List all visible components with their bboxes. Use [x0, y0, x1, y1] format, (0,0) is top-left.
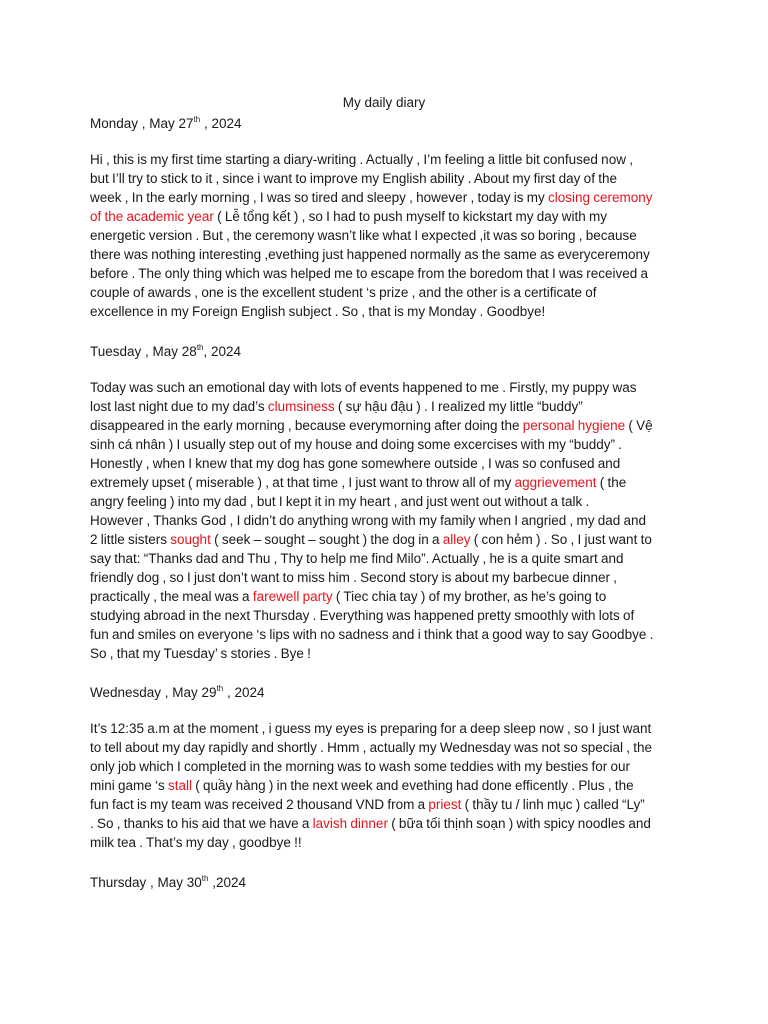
entry-body-wednesday: [90, 719, 680, 852]
text-line: [90, 454, 680, 473]
vocab-highlight: farewell party: [252, 589, 333, 604]
text-segment: excellence in my Foreign English subject . So , that is my Monday . Goodbye!: [90, 304, 546, 319]
text-line: [90, 776, 680, 795]
text-line: [90, 644, 680, 663]
text-line: [90, 549, 680, 568]
entry-date-tuesday: Tuesday , May 28th, 2024: [90, 343, 242, 359]
vocab-highlight: of the academic year: [90, 209, 214, 224]
vocab-highlight: priest: [428, 797, 462, 812]
text-segment: 2 little sisters: [90, 532, 171, 547]
text-segment: practically , the meal was a: [90, 589, 253, 604]
vocab-highlight: aggrievement: [514, 475, 597, 490]
text-line: [90, 473, 680, 492]
text-segment: fun fact is my team was received 2 thousand VND from a: [90, 797, 429, 812]
text-segment: ( thầy tu / linh mục ) called “Ly”: [461, 797, 645, 812]
text-segment: there was nothing interesting ,evething just happened normally as the same as everyceremony: [90, 247, 650, 262]
text-segment: ( Lễ tổng kết ) , so I had to push myself to kickstart my day with my: [213, 209, 607, 224]
text-line: [90, 719, 680, 738]
text-line: [90, 188, 680, 207]
text-line: [90, 757, 680, 776]
text-line: [90, 795, 680, 814]
entry-date-wednesday: Wednesday , May 29th , 2024: [90, 684, 265, 700]
vocab-highlight: sought: [170, 532, 211, 547]
text-line: [90, 625, 680, 644]
text-segment: However , Thanks God , I didn’t do anything wrong with my family when I angried , my dad and: [90, 513, 647, 528]
text-segment: energetic version . But , the ceremony wasn’t like what I expected ,it was so boring , because: [90, 228, 637, 243]
text-segment: milk tea . That’s my day , goodbye !!: [90, 835, 302, 850]
text-segment: Honestly , when I knew that my dog has gone somewhere outside , I was so confused and: [90, 456, 621, 471]
text-segment: Hi , this is my first time starting a diary-writing . Actually , I’m feeling a little bit confused now ,: [90, 152, 633, 167]
vocab-highlight: closing ceremony: [547, 190, 653, 205]
text-segment: before . The only thing which was helped me to escape from the boredom that I was received a: [90, 266, 649, 281]
text-line: [90, 150, 680, 169]
vocab-highlight: stall: [168, 778, 193, 793]
text-segment: disappeared in the early morning , because everymorning after doing the: [90, 418, 523, 433]
text-segment: So , that my Tuesday’ s stories . Bye !: [90, 646, 311, 661]
text-segment: friendly dog , so I just don’t want to miss him . Second story is about my barbecue dinner ,: [90, 570, 618, 585]
text-segment: extremely upset ( miserable ) , at that time , I just want to throw all of my: [90, 475, 515, 490]
text-segment: sinh cá nhân ) I usually step out of my house and doing some excercises with my “buddy” .: [90, 437, 623, 452]
text-line: [90, 207, 680, 226]
text-segment: to tell about my day rapidly and shortly . Hmm , actually my Wednesday was not so special , the: [90, 740, 653, 755]
text-line: [90, 302, 680, 321]
text-segment: ( Tiec chia tay ) of my brother, as he’s going to: [332, 589, 607, 604]
text-segment: mini game ‘s: [90, 778, 169, 793]
text-segment: ( Vệ: [625, 418, 653, 433]
text-segment: but I’ll try to stick to it , since i want to improve my English ability . About my first day of the: [90, 171, 617, 186]
text-line: [90, 814, 680, 833]
vocab-highlight: personal hygiene: [522, 418, 626, 433]
text-line: [90, 283, 680, 302]
text-segment: angry feeling ) into my dad , but I kept it in my heart , and just went out without a talk .: [90, 494, 590, 509]
text-line: [90, 435, 680, 454]
text-line: [90, 264, 680, 283]
text-segment: ( bữa tối thịnh soạn ) with spicy noodles and: [387, 816, 651, 831]
text-segment: week , In the early morning , I was so tired and sleepy , however , today is my: [90, 190, 548, 205]
text-segment: only job which I completed in the morning was to wash some teddies with my besties for our: [90, 759, 631, 774]
text-line: [90, 226, 680, 245]
text-segment: couple of awards , one is the excellent student ‘s prize , and the other is a certificate of: [90, 285, 597, 300]
text-line: [90, 511, 680, 530]
text-line: [90, 492, 680, 511]
text-segment: lost last night due to my dad’s: [90, 399, 268, 414]
text-line: [90, 245, 680, 264]
text-line: [90, 587, 680, 606]
text-line: [90, 568, 680, 587]
text-segment: ( quầy hàng ) in the next week and evething had done efficently . Plus , the: [192, 778, 634, 793]
text-line: [90, 606, 680, 625]
text-segment: fun and smiles on everyone ‘s lips with no sadness and i think that a good way to say Goodbye .: [90, 627, 654, 642]
entry-body-monday: [90, 150, 680, 321]
page-title: My daily diary: [342, 95, 426, 110]
text-line: [90, 738, 680, 757]
text-segment: Today was such an emotional day with lots of events happened to me . Firstly, my puppy was: [90, 380, 637, 395]
vocab-highlight: lavish dinner: [312, 816, 388, 831]
text-line: [90, 530, 680, 549]
text-line: [90, 378, 680, 397]
entry-date-monday: Monday , May 27th , 2024: [90, 115, 242, 131]
text-segment: ( sự hậu đậu ) . I realized my little “buddy”: [334, 399, 583, 414]
text-line: [90, 169, 680, 188]
text-segment: ( con hẻm ) . So , I just want to: [470, 532, 652, 547]
text-line: [90, 416, 680, 435]
vocab-highlight: clumsiness: [267, 399, 335, 414]
text-segment: studying abroad in the next Thursday . Everything was happened pretty smoothly with lots of: [90, 608, 635, 623]
entry-body-tuesday: [90, 378, 680, 663]
vocab-highlight: alley: [442, 532, 471, 547]
text-line: [90, 833, 680, 852]
text-segment: say that: “Thanks dad and Thu , Thy to help me find Milo”. Actually , he is a quite smart and: [90, 551, 624, 566]
text-segment: It’s 12:35 a.m at the moment , i guess my eyes is preparing for a deep sleep now , so I just want: [90, 721, 652, 736]
text-segment: ( the: [596, 475, 627, 490]
entry-date-thursday: Thursday , May 30th ,2024: [90, 874, 247, 890]
text-segment: . So , thanks to his aid that we have a: [90, 816, 313, 831]
text-segment: ( seek – sought – sought ) the dog in a: [210, 532, 443, 547]
text-line: [90, 397, 680, 416]
